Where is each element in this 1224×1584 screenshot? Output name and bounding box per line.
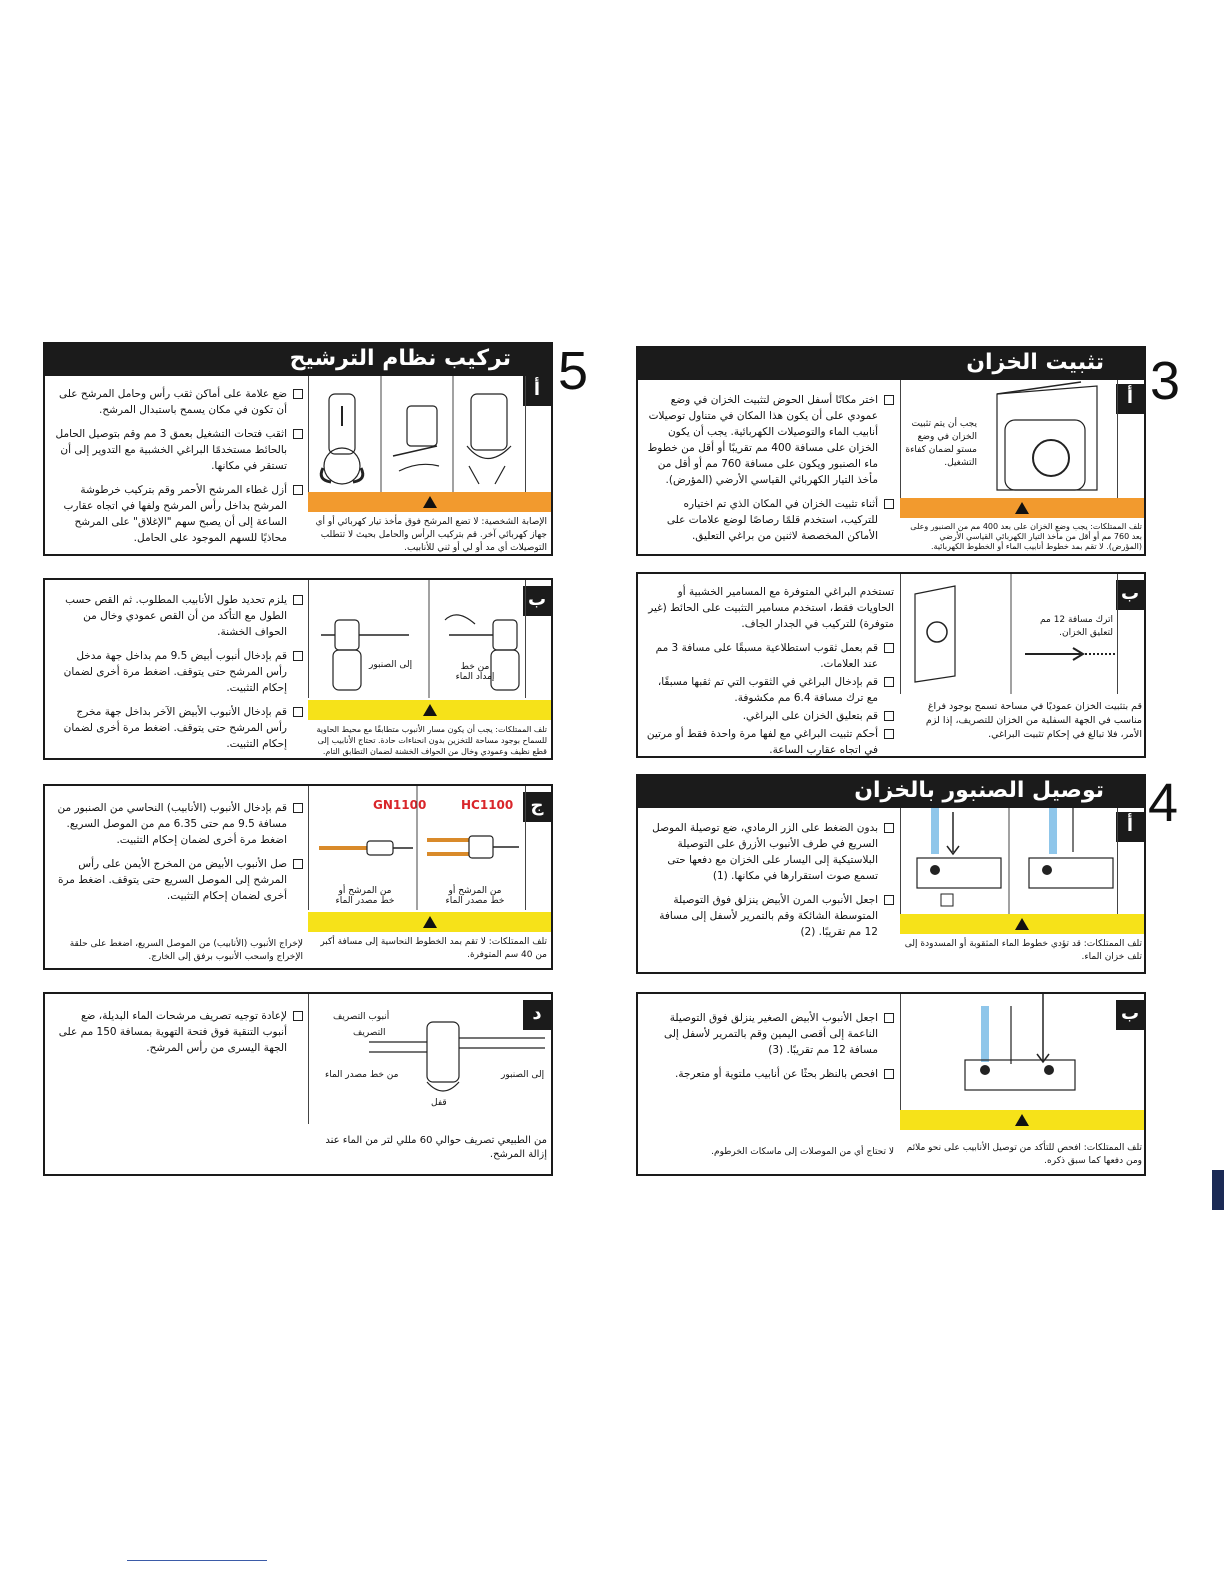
section-4-header: [638, 776, 1144, 808]
small-tube-drawing: [901, 994, 1145, 1110]
section-3b-panel: [636, 572, 1146, 758]
page-edge-tab: [1212, 1170, 1224, 1210]
checkbox[interactable]: [293, 595, 303, 605]
caution-bar-4b: [900, 1110, 1144, 1130]
step-5a-2[interactable]: اثقب فتحات التشغيل بعمق 3 مم وقم بتوصيل الحامل بالحائط مستخدمًا البراغي الخشبية مع التدوير إلى أن تستقر في مكانها.: [55, 426, 303, 474]
faucet-tank-illustration: [900, 808, 1118, 914]
note-4b: لا تحتاج أي من الموصلات إلى ماسكات الخرطوم.: [711, 1147, 894, 1157]
step-5d-1[interactable]: لإعادة توجيه تصريف مرشحات الماء البديلة، ضع أنبوب التنقية فوق فتحة التهوية بمسافة 150 مم على الجهة اليسرى من رأس المرشح.: [55, 1008, 303, 1056]
warning-icon: [423, 704, 437, 716]
checkbox[interactable]: [884, 499, 894, 509]
checkbox[interactable]: [884, 729, 894, 739]
filter-install-illustration: [308, 376, 526, 492]
section-5-title: تركيب نظام الترشيح: [289, 346, 511, 371]
step-list-5d: [55, 1008, 303, 1064]
step-3b-1[interactable]: قم بعمل ثقوب استطلاعية مسبقًا على مسافة 3 مم عند العلامات.: [644, 640, 894, 672]
small-tube-illustration: [900, 994, 1145, 1110]
checkbox[interactable]: [293, 707, 303, 717]
checkbox[interactable]: [884, 711, 894, 721]
checkbox[interactable]: [293, 803, 303, 813]
caption-3b: قم بتثبيت الخزان عموديًا في مساحة تسمح بوجود فراغ مناسب في الجهة السفلية من الخزان للتصريف، إذا لزم الأمر، فلا تبالغ في إحكام تثبيت البراغي.: [925, 701, 1142, 740]
step-letter-4b: ب: [1116, 1000, 1144, 1030]
tank-drawing: [901, 380, 1117, 498]
label-lock: قفل: [431, 1098, 447, 1108]
step-5b-2[interactable]: قم بإدخال أنبوب أبيض 9.5 مم بداخل جهة مدخل رأس المرشح حتى يتوقف. اضغط مرة أخرى لضمان إحكام التثبيت.: [55, 648, 303, 696]
step-3b-2[interactable]: قم بإدخال البراغي في الثقوب التي تم ثقبها مسبقًا، مع ترك مسافة 6.4 مم مكشوفة.: [644, 674, 894, 706]
label-from-filter-left: من المرشح أو خط مصدر الماء: [335, 886, 395, 906]
caution-bar-3a: [900, 498, 1144, 518]
step-letter-5b: ب: [523, 586, 551, 616]
step-letter-5c: ج: [523, 792, 551, 822]
section-5a-panel: [43, 342, 553, 556]
step-list-5b: [55, 592, 303, 760]
drain-note-5d: من الطبيعي تصريف حوالي 60 مللي لتر من الماء عند إزالة المرشح.: [325, 1135, 547, 1160]
tank-mount-illustration: [900, 380, 1118, 498]
label-drain-tube: أنبوب التصريف: [333, 1012, 390, 1022]
section-5b-panel: [43, 578, 553, 760]
checkbox[interactable]: [293, 651, 303, 661]
checkbox[interactable]: [884, 1013, 894, 1023]
step-4a-2[interactable]: اجعل الأنبوب المرن الأبيض ينزلق فوق التوصيلة المتوسطة الشائكة وقم بالتمرير لأسفل إلى مسافة 12 مم تقريبًا. (2): [644, 892, 894, 940]
label-from-filter-right: من المرشح أو خط مصدر الماء: [445, 886, 505, 906]
step-4b-2[interactable]: افحص بالنظر بحثًا عن أنابيب ملتوية أو متعرجة.: [644, 1066, 894, 1082]
step-5b-1[interactable]: يلزم تحديد طول الأنابيب المطلوب. ثم القص حسب الطول مع التأكد من أن القص عمودي وخال من الحواف الخشنة.: [55, 592, 303, 640]
section-3a-panel: [636, 346, 1146, 556]
checkbox[interactable]: [884, 823, 894, 833]
step-letter-3a: أ: [1116, 384, 1144, 414]
checkbox[interactable]: [884, 1069, 894, 1079]
step-letter-4a: أ: [1116, 812, 1144, 842]
checkbox[interactable]: [884, 895, 894, 905]
caution-text-4a: تلف الممتلكات: قد تؤدي خطوط الماء المثقوبة أو المسدودة إلى تلف خزان الماء.: [904, 939, 1142, 962]
checkbox[interactable]: [293, 485, 303, 495]
section-4b-panel: [636, 992, 1146, 1176]
section-5-header: [45, 344, 551, 376]
model-hc1100: HC1100: [461, 798, 514, 812]
tubing-illustration: [308, 580, 526, 698]
intro-3b: تستخدم البراغي المتوفرة مع المسامير الخشبية أو الحاويات فقط، استخدم مسامير التثبيت على الحائط (غير متوفرة) للتركيب في الجدار الجاف.: [648, 586, 894, 630]
step-list-3a: [644, 392, 894, 552]
screw-gap-label: اترك مسافة 12 مم لتعليق الخزان.: [1040, 615, 1113, 638]
model-gn1100: GN1100: [373, 798, 427, 812]
caution-text-5b: تلف الممتلكات: يجب أن يكون مسار الأنبوب متطابقًا مع محيط الحاوية للسماح بوجود مساحة للتخزين بدون انحناءات حادة. تحتاج الأنابيب إلى قطع نظيف وعمودي وخال من الحواف الخشنة لضمان التطابق التام.: [316, 725, 547, 756]
caution-bar-5c: [308, 912, 551, 932]
label-from-source: من خط مصدر الماء: [325, 1070, 399, 1080]
section-4-title: توصيل الصنبور بالخزان: [854, 778, 1104, 803]
step-5c-1[interactable]: قم بإدخال الأنبوب (الأنابيب) النحاسي من الصنبور من مسافة 9.5 مم حتى 6.35 مم من الموصل السريع. اضغط مرة أخرى لضمان إحكام التثبيت.: [55, 800, 303, 848]
quick-connect-illustration: [308, 786, 526, 910]
checkbox[interactable]: [293, 389, 303, 399]
caution-bar-4a: [900, 914, 1144, 934]
step-5a-3[interactable]: أزل غطاء المرشح الأحمر وقم بتركيب خرطوشة المرشح بداخل رأس المرشح ولفها في اتجاه عقارب الساعة إلى أن يصبح سهم "الإغلاق" على المرشح محاذيًا للسهم الموجود على الحامل.: [55, 482, 303, 546]
section-3-number: 3: [1150, 351, 1181, 411]
step-list-4b: [644, 1010, 894, 1090]
warning-icon: [1015, 502, 1029, 514]
footer-link-line: [127, 1560, 267, 1561]
checkbox[interactable]: [293, 1011, 303, 1021]
label-drain: التصريف: [353, 1028, 386, 1038]
caution-text-5c: تلف الممتلكات: لا تقم بمد الخطوط النحاسية إلى مسافة أكبر من 40 سم المتوفرة.: [320, 937, 547, 960]
screw-illustration: [900, 574, 1118, 694]
step-5c-2[interactable]: صل الأنبوب الأبيض من المخرج الأيمن على رأس المرشح إلى الموصل السريع حتى يتوقف. اضغط مرة أخرى لضمان إحكام التثبيت.: [55, 856, 303, 904]
step-letter-3b: ب: [1116, 580, 1144, 610]
step-list-5a: [55, 386, 303, 554]
warning-icon: [1015, 918, 1029, 930]
checkbox[interactable]: [884, 395, 894, 405]
fittings-drawing: [901, 808, 1117, 914]
caution-text-5a: الإصابة الشخصية: لا تضع المرشح فوق مأخذ تيار كهربائي أو أي جهاز كهربائي آخر. قم بتركيب الرأس والحامل بحيث لا تتطلب التوصيلات أي مد أو لي أو ثني للأنابيب.: [315, 517, 547, 553]
step-letter-5d: د: [523, 1000, 551, 1030]
drain-illustration: [308, 994, 552, 1124]
step-3a-1[interactable]: اختر مكانًا أسفل الحوض لتثبيت الخزان في وضع عمودي على أن يكون هذا المكان في متناول توصيلات أنابيب الماء والتوصيلات الكهربائية. يجب أن يكون الخزان على مسافة 400 مم تقريبًا أو أقل من خطوط ماء الصنبور ويكون على مسافة 760 مم أو أقل من مأخذ التيار الكهربائي القياسي الأرضي (المؤرض).: [644, 392, 894, 488]
label-to-faucet-5d: إلى الصنبور: [501, 1070, 545, 1080]
checkbox[interactable]: [884, 677, 894, 687]
checkbox[interactable]: [293, 429, 303, 439]
step-list-5c: [55, 800, 303, 912]
step-3b-4[interactable]: أحكم تثبيت البراغي مع لفها مرة واحدة فقط أو مرتين في اتجاه عقارب الساعة.: [644, 726, 894, 758]
section-5d-panel: [43, 992, 553, 1176]
warning-icon: [423, 916, 437, 928]
warning-icon: [1015, 1114, 1029, 1126]
step-list-3b: [644, 640, 894, 760]
tank-level-note: يجب أن يتم تثبيت الخزان في وضع مستو لضمان كفاءة التشغيل.: [905, 419, 977, 468]
step-list-4a: [644, 820, 894, 948]
warning-icon: [423, 496, 437, 508]
step-4b-1[interactable]: اجعل الأنبوب الأبيض الصغير ينزلق فوق التوصيلة الناعمة إلى أقصى اليمين وقم بالتمرير لأسفل إلى مسافة 12 مم تقريبًا. (3): [644, 1010, 894, 1058]
section-5-number: 5: [558, 341, 589, 401]
step-3b-3[interactable]: قم بتعليق الخزان على البراغي.: [644, 708, 894, 724]
label-from-water: من خط إمداد الماء: [455, 662, 495, 682]
caution-text-4b: تلف الممتلكات: افحص للتأكد من توصيل الأنابيب على نحو ملائم ومن دفعها كما سبق ذكره.: [906, 1143, 1142, 1166]
section-5c-panel: [43, 784, 553, 970]
checkbox[interactable]: [293, 859, 303, 869]
caution-bar-5b: [308, 700, 551, 720]
section-4a-panel: [636, 774, 1146, 974]
step-5b-3[interactable]: قم بإدخال الأنبوب الأبيض الآخر بداخل جهة مخرج رأس المرشح حتى يتوقف. اضغط مرة أخرى لضمان إحكام التثبيت.: [55, 704, 303, 752]
step-5a-1[interactable]: ضع علامة على أماكن ثقب رأس وحامل المرشح على أن تكون في مكان يسمح باستبدال المرشح.: [55, 386, 303, 418]
step-3a-2[interactable]: أثناء تثبيت الخزان في المكان الذي تم اختياره للتركيب، استخدم قلمًا رصاصًا لوضع علامات على الأماكن المخصصة لاثنين من براغي التعليق.: [644, 496, 894, 544]
section-4-number: 4: [1148, 773, 1179, 833]
release-note-5c: لإخراج الأنبوب (الأنابيب) من الموصل السريع، اضغط على حلقة الإخراج واسحب الأنبوب برفق إلى الخارج.: [69, 939, 303, 962]
label-to-faucet: إلى الصنبور: [369, 660, 413, 670]
step-4a-1[interactable]: بدون الضغط على الزر الرمادي، ضع توصيلة الموصل السريع في طرف الأنبوب الأزرق على التوصيلة البلاستيكية إلى اليسار على الخزان مع دفعها حتى تسمع صوت استقرارها في مكانها. (1): [644, 820, 894, 884]
section-3-title: تثبيت الخزان: [966, 350, 1104, 375]
checkbox[interactable]: [884, 643, 894, 653]
step-letter-5a: أ: [523, 376, 551, 406]
caution-text-3a: تلف الممتلكات: يجب وضع الخزان على بعد 400 مم من الصنبور وعلى بعد 760 مم أو أقل من مأخذ التيار الكهربائي القياسي الأرضي (المؤرض). لا تقم بمد خطوط أنابيب الماء أو الخطوط الكهربائية.: [910, 522, 1142, 551]
caution-bar-5a: [308, 492, 551, 512]
filter-head-drawing: [309, 376, 525, 492]
section-3-header: [638, 348, 1144, 380]
